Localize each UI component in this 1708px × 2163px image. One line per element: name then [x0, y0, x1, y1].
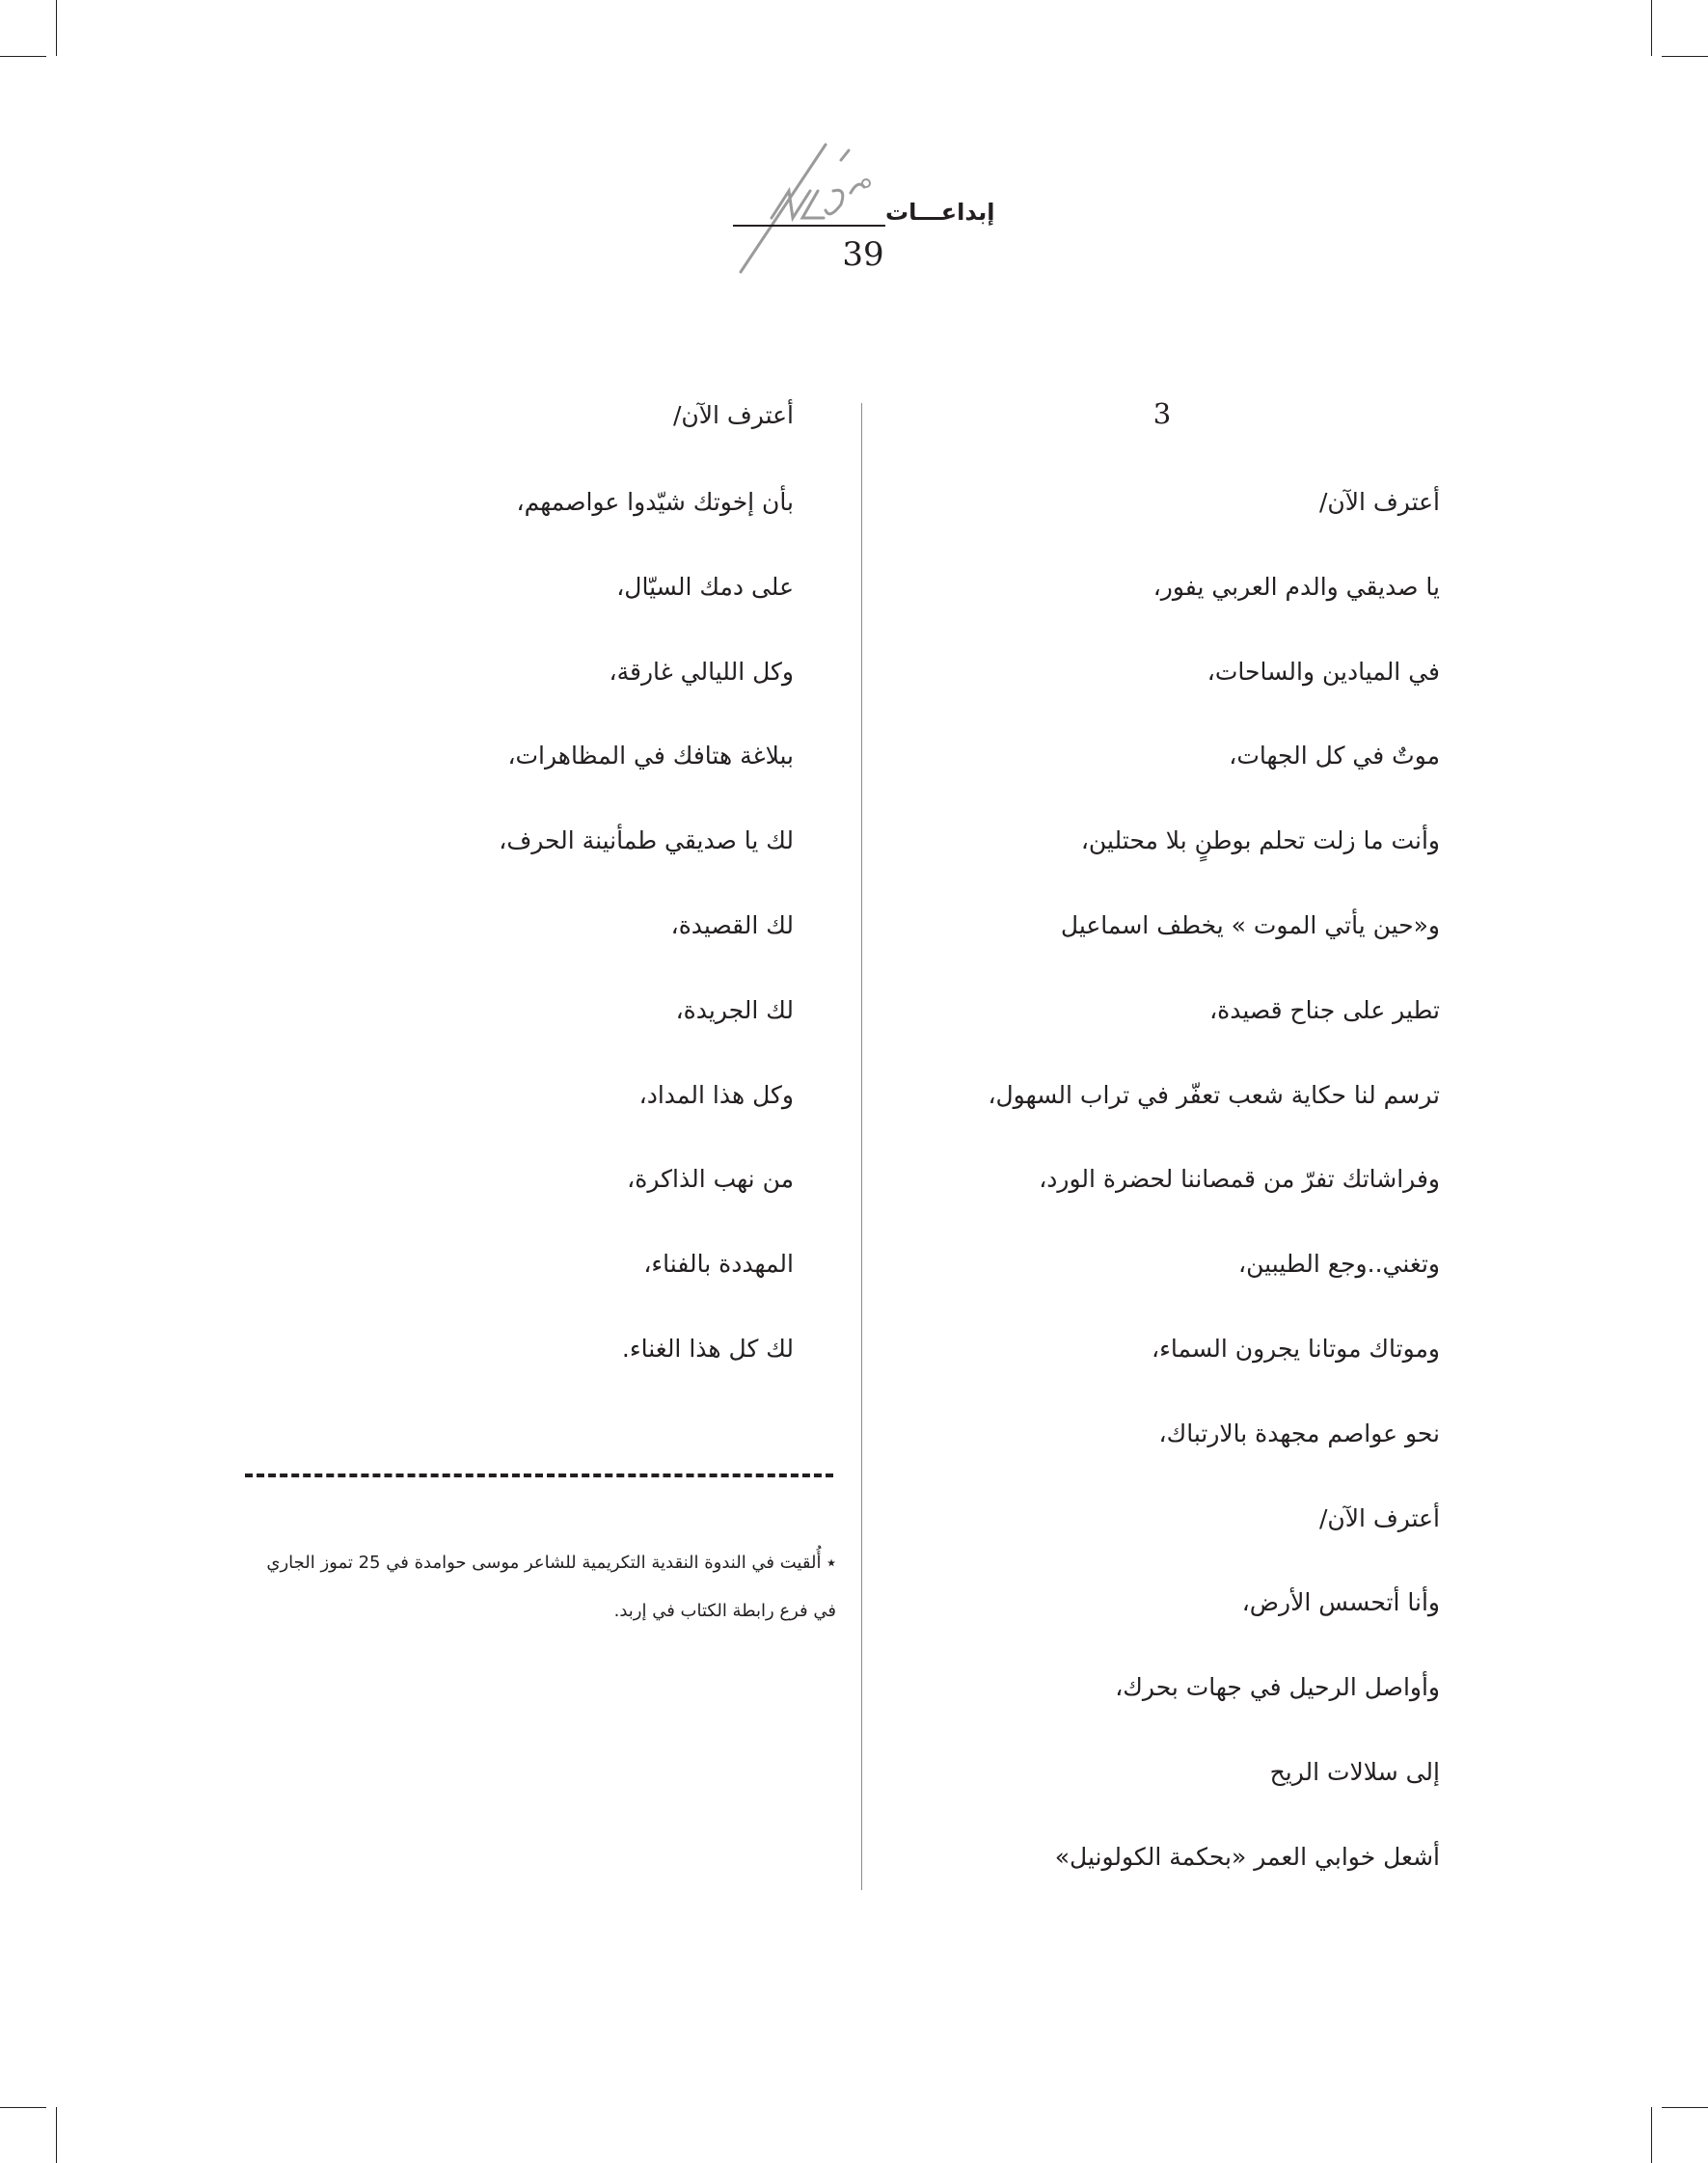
- verse-line: وفراشاتك تفرّ من قمصاننا لحضرة الورد،: [1039, 1165, 1440, 1193]
- verse-line: و«حين يأتي الموت » يخطف اسماعيل: [1060, 911, 1440, 939]
- verse-line: إلى سلالات الريح: [1269, 1758, 1440, 1786]
- crop-mark: [0, 56, 46, 57]
- stanza-number: 3: [1152, 397, 1172, 430]
- verse-line: من نهب الذاكرة،: [627, 1165, 794, 1193]
- verse-line: بأن إخوتك شيّدوا عواصمهم،: [516, 488, 794, 516]
- column-divider: [861, 403, 862, 1890]
- verse-line: ببلاغة هتافك في المظاهرات،: [507, 742, 794, 770]
- verse-line: لك يا صديقي طمأنينة الحرف،: [499, 826, 794, 854]
- verse-line: أشعل خوابي العمر «بحكمة الكولونيل»: [1054, 1843, 1440, 1871]
- verse-line: وأنا أتحسس الأرض،: [1241, 1588, 1440, 1616]
- verse-line: أعترف الآن/: [1318, 488, 1440, 516]
- verse-line: لك كل هذا الغناء.: [621, 1335, 794, 1363]
- footnote-divider: [245, 1474, 833, 1477]
- verse-line: ترسم لنا حكاية شعب تعفّر في تراب السهول،: [988, 1081, 1440, 1109]
- crop-mark: [1651, 2107, 1652, 2163]
- crop-mark: [1662, 56, 1708, 57]
- crop-mark: [0, 2107, 46, 2108]
- verse-line: موتٌ في كل الجهات،: [1229, 742, 1440, 770]
- verse-line: تطير على جناح قصيدة،: [1209, 996, 1440, 1024]
- verse-line: لك الجريدة،: [675, 996, 794, 1024]
- verse-line: على دمك السيّال،: [616, 573, 794, 601]
- verse-line: نحو عواصم مجهدة بالارتباك،: [1158, 1419, 1440, 1447]
- verse-line: وموتاك موتانا يجرون السماء،: [1152, 1335, 1440, 1363]
- footnote-line: في فرع رابطة الكتاب في إربد.: [613, 1601, 836, 1621]
- verse-line: وكل الليالي غارقة،: [609, 658, 794, 686]
- verse-line: وأواصل الرحيل في جهات بحرك،: [1115, 1673, 1440, 1701]
- verse-line: المهددة بالفناء،: [643, 1250, 794, 1278]
- verse-line: أعترف الآن/: [672, 401, 794, 429]
- crop-mark: [1662, 2107, 1708, 2108]
- crop-mark: [56, 2107, 57, 2163]
- verse-line: يا صديقي والدم العربي يفور،: [1152, 573, 1440, 601]
- page-number: 39: [842, 235, 884, 274]
- footnote-line: ٭ أُلقيت في الندوة النقدية التكريمية للشاعر موسى حوامدة في 25 تموز الجاري: [266, 1553, 836, 1573]
- crop-mark: [1651, 0, 1652, 56]
- verse-line: وكل هذا المداد،: [638, 1081, 794, 1109]
- verse-line: وتغني..وجع الطيبين،: [1238, 1250, 1440, 1278]
- verse-line: لك القصيدة،: [670, 911, 794, 939]
- crop-mark: [56, 0, 57, 56]
- verse-line: أعترف الآن/: [1318, 1504, 1440, 1532]
- verse-line: في الميادين والساحات،: [1206, 658, 1440, 686]
- section-label: إبداعـــات: [885, 199, 995, 226]
- verse-line: وأنت ما زلت تحلم بوطنٍ بلا محتلين،: [1080, 826, 1440, 854]
